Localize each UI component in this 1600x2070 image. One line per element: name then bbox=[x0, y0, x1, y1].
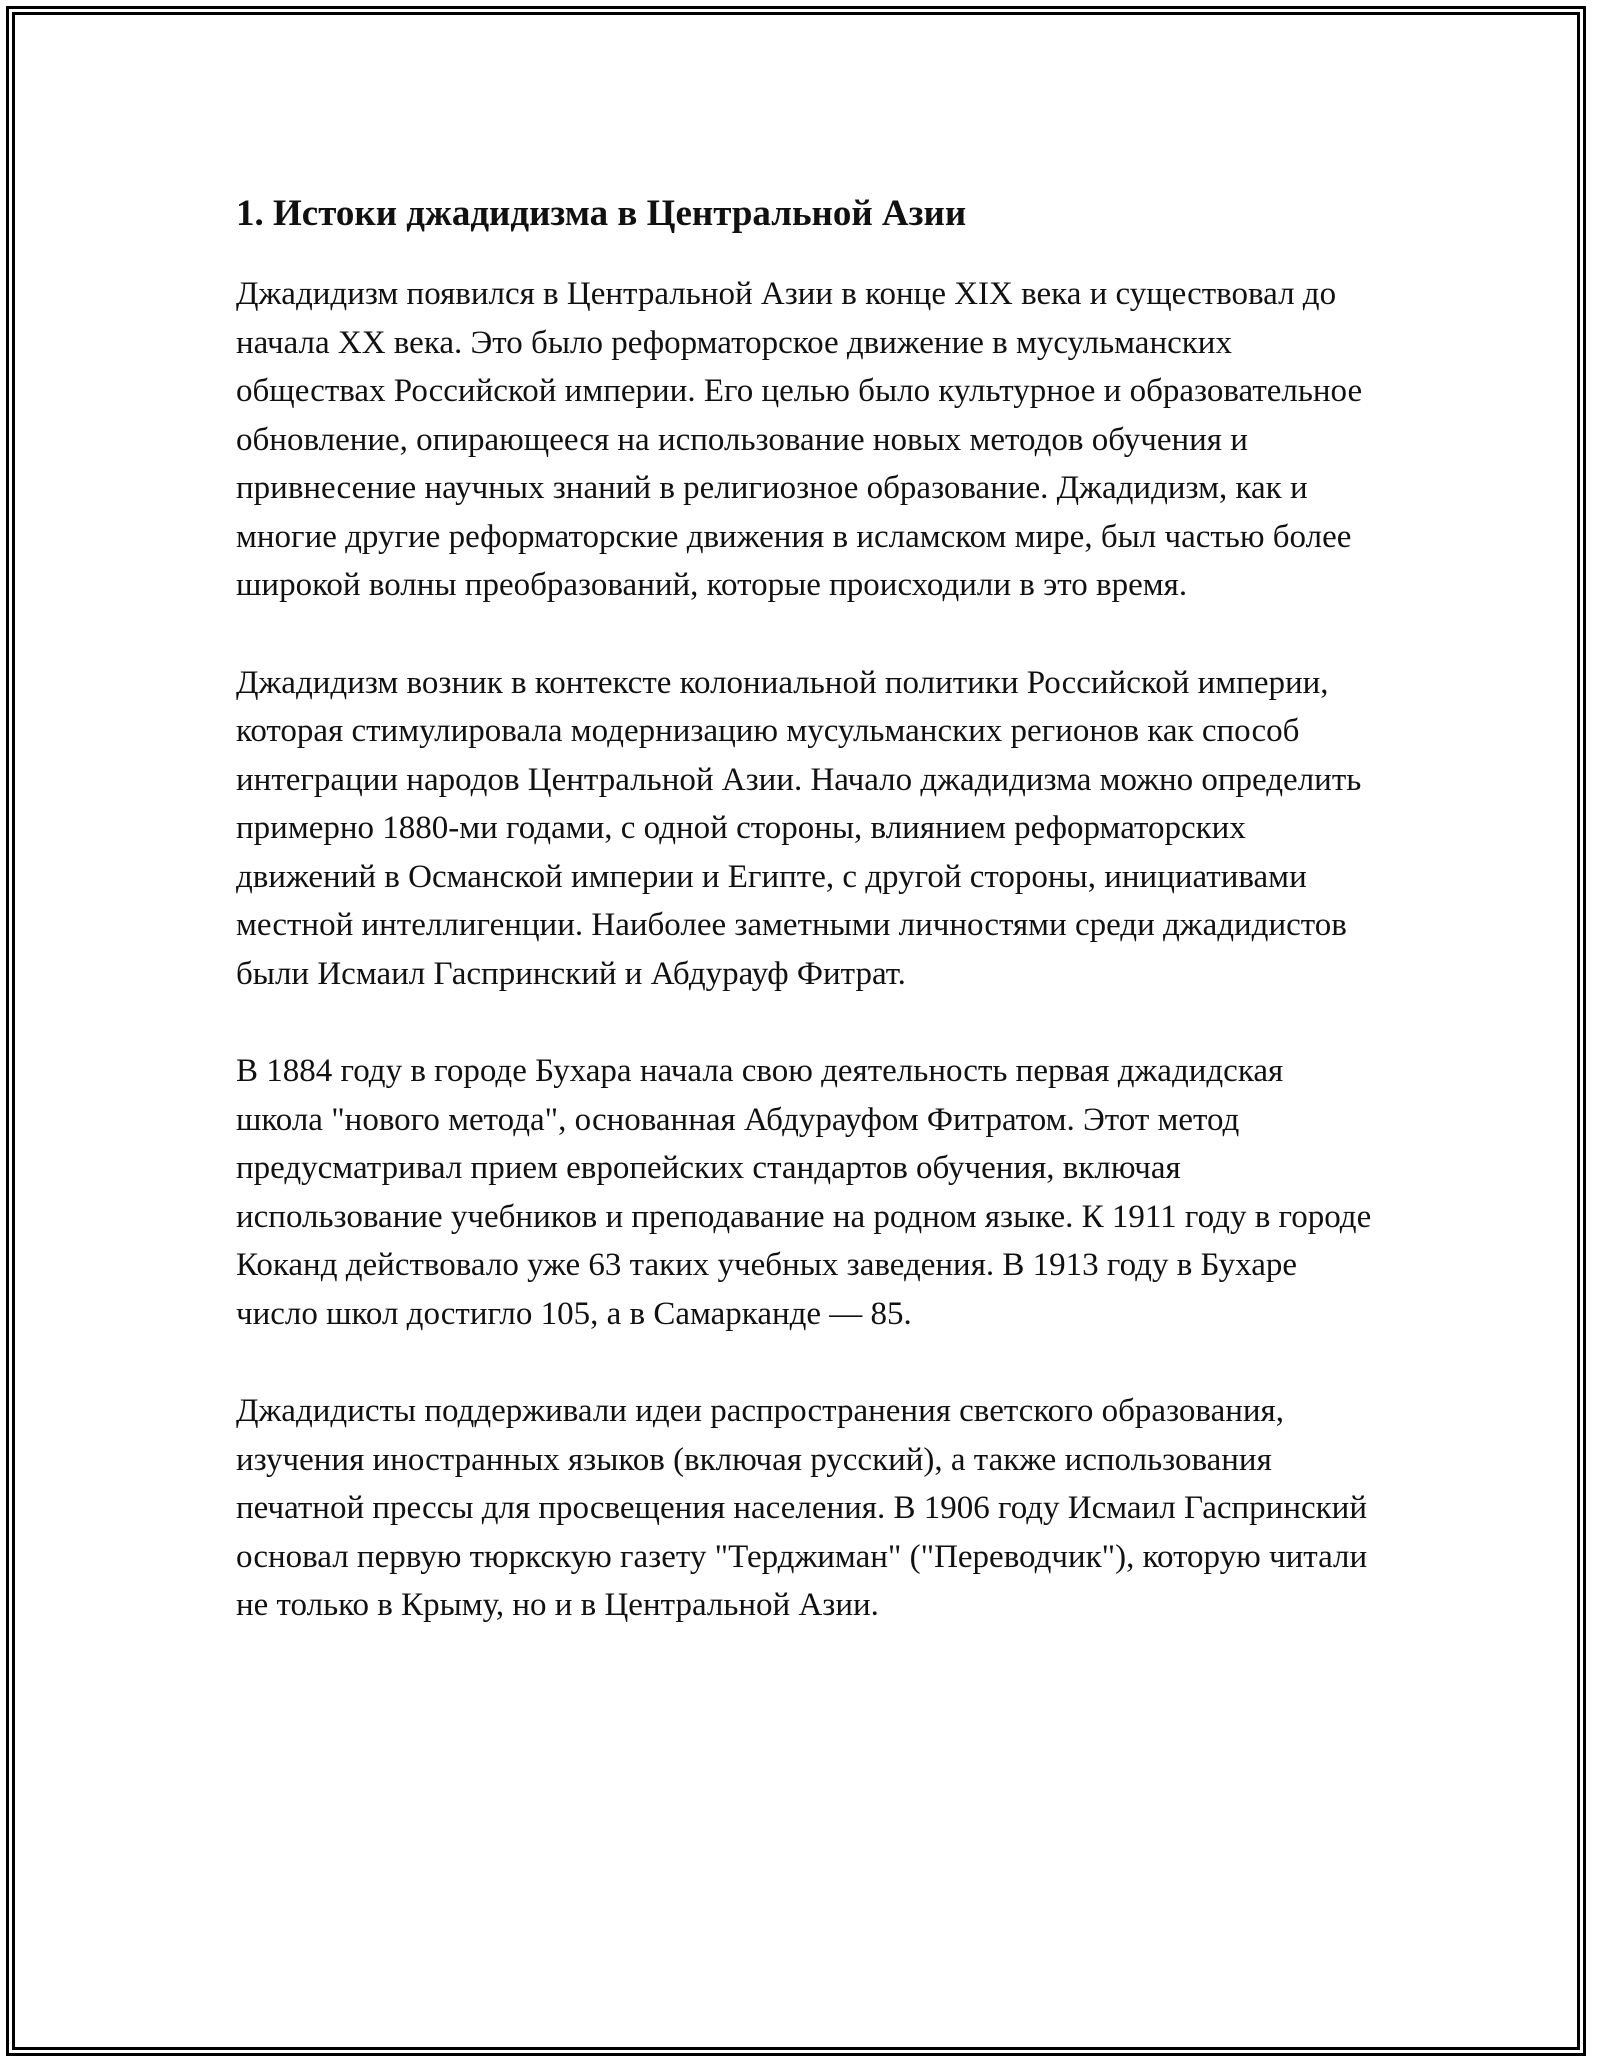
paragraph-context: Джадидизм возник в контексте колониальной политики Российской империи, которая стимулировала модернизацию мусульманских регионов как способ интеграции народов Центральной Азии. Начало джадидизма можно определить примерно 1880-ми годами, с одной стороны, влиянием реформаторских движений в Османской империи и Египте, с другой стороны, инициативами местной интеллигенции. Наиболее заметными личностями среди джадидистов были Исмаил Гаспринский и Абдурауф Фитрат. bbox=[236, 664, 1362, 992]
document-title: 1. Истоки джадидизма в Центральной Азии bbox=[236, 193, 967, 234]
document-body bbox=[236, 186, 1376, 1679]
paragraph-schools: В 1884 году в городе Бухара начала свою деятельность первая джадидская школа "нового метода", основанная Абдурауфом Фитратом. Этот метод предусматривал прием европейских стандартов обучения, включая использование учебников и преподавание на родном языке. К 1911 году в городе Коканд действовало уже 63 таких учебных заведения. В 1913 году в Бухаре число школ достигло 105, а в Самарканде — 85. bbox=[236, 1053, 1372, 1332]
paragraph-press: Джадидисты поддерживали идеи распространения светского образования, изучения иностранных языков (включая русский), а также использования печатной прессы для просвещения населения. В 1906 году Исмаил Гаспринский основал первую тюркскую газету "Терджиман" ("Переводчик"), которую читали не только в Крыму, но и в Центральной Азии. bbox=[236, 1393, 1368, 1623]
paragraph-origins: Джадидизм появился в Центральной Азии в конце XIX века и существовал до начала XX века. Это было реформаторское движение в мусульманских обществах Российской империи. Его целью было культурное и образовательное обновление, опирающееся на использование новых методов обучения и привнесение научных знаний в религиозное образование. Джадидизм, как и многие другие реформаторские движения в исламском мире, был частью более широкой волны преобразований, которые происходили в это время. bbox=[236, 276, 1363, 603]
